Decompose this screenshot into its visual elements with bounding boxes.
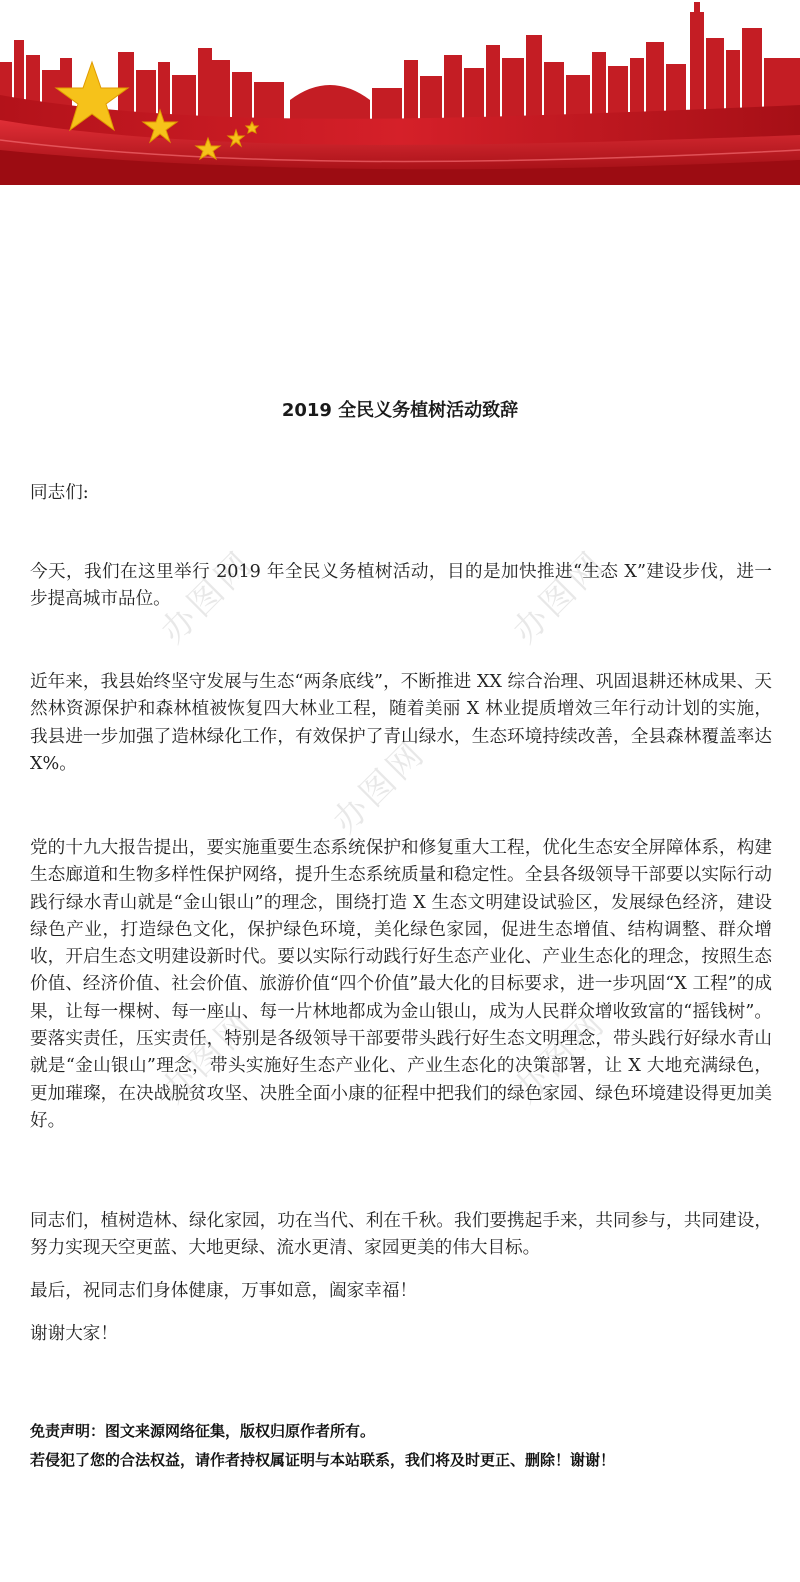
paragraph: 党的十九大报告提出，要实施重要生态系统保护和修复重大工程，优化生态安全屏障体系，构建生态廊道和生物多样性保护网络，提升生态系统质量和稳定性。全县各级领导干部要以实际行动践行绿水青山就是“金山银山”的理念，围绕打造 X 生态文明建设试验区，发展绿色经济，建设绿色产业，打造绿色文化，保护绿色环境，美化绿色家园，促进生态增值、结构调整、群众增收，开启生态文明建设新时代。要以实际行动践行好生态产业化、产业生态化的理念，按照生态价值、经济价值、社会价值、旅游价值“四个价值”最大化的目标要求，进一步巩固“X 工程”的成果，让每一棵树、每一座山、每一片林地都成为金山银山，成为人民群众增收致富的“摇钱树”。要落实责任，压实责任，特别是各级领导干部要带头践行好生态文明理念，带头践行好绿水青山就是“金山银山”理念，带头实施好生态产业化、产业生态化的决策部署，让 X 大地充满绿色，更加璀璨，在决战脱贫攻坚、决胜全面小康的征程中把我们的绿色家园、绿色环境建设得更加美好。 [30, 838, 772, 1131]
watermark-text: 办图网 [505, 1002, 614, 1112]
disclaimer-line: 若侵犯了您的合法权益，请作者持权属证明与本站联系，我们将及时更正、删除！谢谢！ [30, 1451, 616, 1469]
salutation: 同志们: [30, 483, 89, 503]
paragraph: 今天，我们在这里举行 2019 年全民义务植树活动，目的是加快推进“生态 X”建设步伐，进一步提高城市品位。 [30, 562, 772, 610]
paragraph: 最后，祝同志们身体健康，万事如意，阖家幸福！ [30, 1281, 418, 1301]
header-banner [0, 0, 800, 185]
watermark-text: 办图网 [153, 1002, 262, 1112]
watermark-text: 办图网 [325, 732, 434, 842]
disclaimer-line: 免责声明：图文来源网络征集，版权归原作者所有。 [30, 1422, 376, 1440]
city-skyline-banner-graphic [0, 0, 800, 185]
paragraph: 近年来，我县始终坚守发展与生态“两条底线”，不断推进 XX 综合治理、巩固退耕还林成果、天然林资源保护和森林植被恢复四大林业工程，随着美丽 X 林业提质增效三年行动计划的实施，我县进一步加强了造林绿化工作，有效保护了青山绿水，生态环境持续改善，全县森林覆盖率达 X%。 [30, 672, 772, 774]
page-title: 2019 全民义务植树活动致辞 [281, 400, 519, 421]
paragraph: 同志们，植树造林、绿化家园，功在当代、利在千秋。我们要携起手来，共同参与，共同建设，努力实现天空更蓝、大地更绿、流水更清、家园更美的伟大目标。 [30, 1211, 772, 1259]
watermark-text: 办图网 [153, 542, 262, 652]
paragraph: 谢谢大家！ [30, 1324, 118, 1344]
watermark-text: 办图网 [505, 542, 614, 652]
